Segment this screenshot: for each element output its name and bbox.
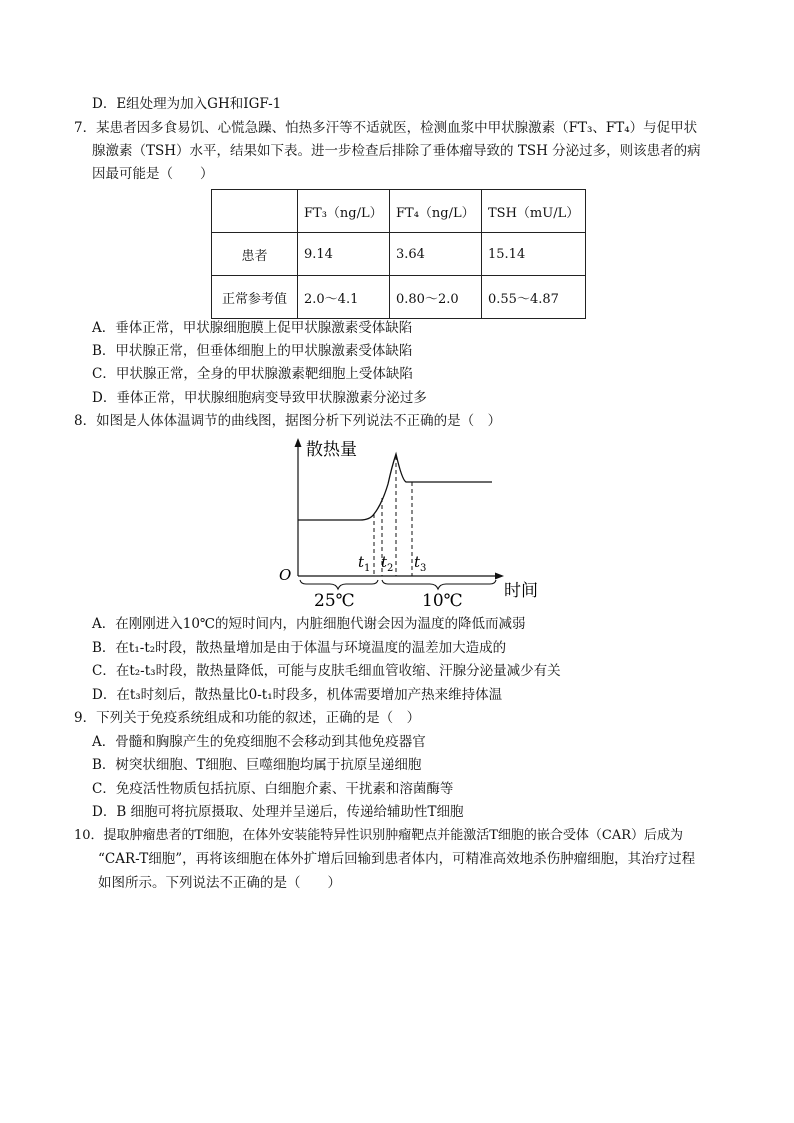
q7-option-d: D．垂体正常，甲状腺细胞病变导致甲状腺激素分泌过多 [92, 390, 427, 406]
table-cell: 患者 [212, 233, 298, 276]
q7-stem-line2: 腺激素（TSH）水平，结果如下表。进一步检查后排除了垂体瘤导致的 TSH 分泌过多，则该患者的病 [92, 143, 701, 159]
y-axis-arrow [295, 438, 302, 447]
q9-option-b: B．树突状细胞、T细胞、巨噬细胞均属于抗原呈递细胞 [92, 757, 422, 773]
q8-option-a: A．在刚刚进入10℃的短时间内，内脏细胞代谢会因为温度的降低而减弱 [92, 616, 526, 632]
table-row [212, 276, 586, 319]
t2-label: $t_2$ [381, 553, 394, 574]
table-cell: 0.80～2.0 [390, 276, 482, 319]
zone1-label: 25℃ [314, 591, 355, 611]
table-cell: 0.55～4.87 [482, 276, 586, 319]
table-cell: 2.0～4.1 [298, 276, 390, 319]
zone2-label: 10℃ [422, 591, 463, 611]
table-row [212, 233, 586, 276]
t1-label: $t_1$ [358, 553, 371, 574]
q9-stem: 9．下列关于免疫系统组成和功能的叙述，正确的是（ ） [74, 710, 421, 726]
q6-option-d: D．E组处理为加入GH和IGF-1 [92, 96, 282, 112]
table-cell: 3.64 [390, 233, 482, 276]
q7-option-b: B．甲状腺正常，但垂体细胞上的甲状腺激素受体缺陷 [92, 343, 413, 359]
hormone-table [211, 189, 586, 319]
t3-label: $t_3$ [414, 553, 427, 574]
table-header-row [212, 190, 586, 233]
q10-stem-line3: 如图所示。下列说法不正确的是（ ） [98, 875, 341, 891]
q9-option-d: D．B 细胞可将抗原摄取、处理并呈递后，传递给辅助性T细胞 [92, 804, 464, 820]
table-cell: 9.14 [298, 233, 390, 276]
table-header-cell: FT₄（ng/L） [390, 190, 482, 233]
q8-option-c: C．在t₂-t₃时段，散热量降低，可能与皮肤毛细血管收缩、汗腺分泌量减少有关 [92, 663, 561, 679]
q10-stem-line1: 10．提取肿瘤患者的T细胞，在体外安装能特异性识别肿瘤靶点并能激活T细胞的嵌合受体（CAR）后成为 [74, 828, 684, 843]
heat-dissipation-graph [270, 434, 560, 612]
q8-option-d: D．在t₃时刻后，散热量比0-t₁时段多，机体需要增加产热来维持体温 [92, 687, 503, 703]
zone1-brace [300, 580, 378, 589]
table-header-cell: TSH（mU/L） [482, 190, 586, 233]
x-axis-label: 时间 [504, 581, 538, 601]
table-cell: 正常参考值 [212, 276, 298, 319]
table-header-cell [212, 190, 298, 233]
q9-option-c: C．免疫活性物质包括抗原、白细胞介素、干扰素和溶菌酶等 [92, 781, 454, 797]
origin-label: O [279, 566, 292, 584]
q7-stem-line1: 7．某患者因多食易饥、心慌急躁、怕热多汗等不适就医，检测血浆中甲状腺激素（FT₃、FT₄）与促甲状 [74, 120, 698, 136]
q7-option-c: C．甲状腺正常，全身的甲状腺激素靶细胞上受体缺陷 [92, 366, 413, 382]
y-axis-label: 散热量 [306, 440, 357, 460]
x-axis-arrow [495, 573, 504, 580]
table-header-cell: FT₃（ng/L） [298, 190, 390, 233]
q7-option-a: A．垂体正常，甲状腺细胞膜上促甲状腺激素受体缺陷 [92, 320, 413, 336]
heat-curve [298, 454, 492, 520]
q8-stem: 8．如图是人体体温调节的曲线图，据图分析下列说法不正确的是（ ） [74, 413, 502, 429]
table-cell: 15.14 [482, 233, 586, 276]
q10-stem-line2: “CAR-T细胞”，再将该细胞在体外扩增后回输到患者体内，可精准高效地杀伤肿瘤细胞，其治疗过程 [98, 851, 696, 867]
q7-stem-line3: 因最可能是（ ） [92, 166, 214, 182]
q8-option-b: B．在t₁-t₂时段，散热量增加是由于体温与环境温度的温差加大造成的 [92, 640, 507, 656]
zone2-brace [382, 580, 496, 589]
q9-option-a: A．骨髓和胸腺产生的免疫细胞不会移动到其他免疫器官 [92, 734, 426, 750]
